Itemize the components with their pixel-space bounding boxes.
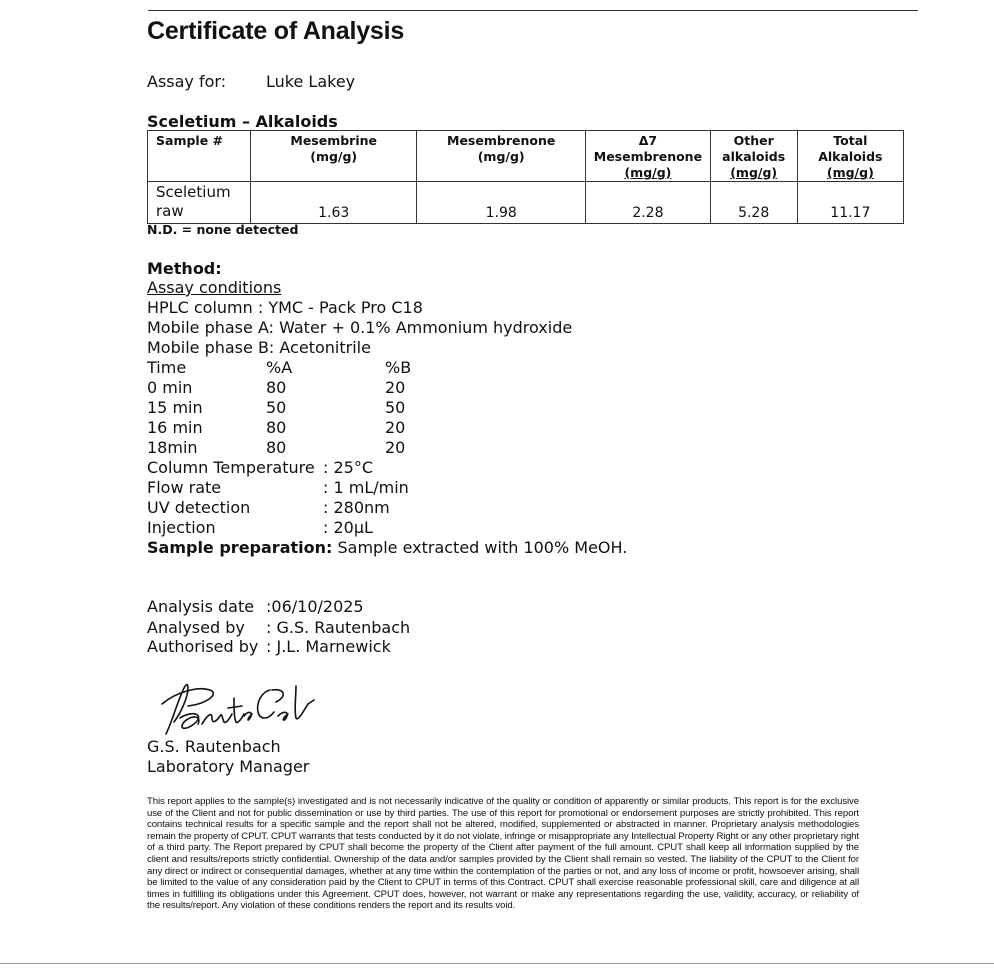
analysis-date-value: :06/10/2025 <box>266 597 364 616</box>
table-row <box>148 182 904 224</box>
authorised-by-value: : J.L. Marnewick <box>266 637 391 656</box>
assay-for-label: Assay for: <box>147 72 227 91</box>
disclaimer-text: This report applies to the sample(s) investigated and is not necessarily indicative of the quality or condition of apparently or similar products. This report is for the exclusive use of the Client and not for public dissemination or use by third parties. The use of this report for promotional or endorsement purposes are strictly prohibited. This report contains technical results for a specific sample and the report shall not be altered, modified, supplemented or abstracted in manner. Proprietary analysis methodologies remain the property of CPUT. CPUT warrants that tests conducted by it do not violate, infringe or misappropriate any Intellectual Property Right or any other proprietary right of a third party. The Report prepared by CPUT shall become the property of the Client after payment of the full amount. CPUT shall keep all information supplied by the client and results/reports strictly confidential. Ownership of the data and/or samples provided by the Client shall remain so vested. The liability of the CPUT to the Client for any direct or indirect or consequential damages, whether at any time within the contemplation of the parties or not, and any loss of income or profit, howsoever arising, shall be limited to the value of any consideration paid by the Client to CPUT in terms of this Contract. CPUT shall exercise reasonable professional skill, care and diligence at all times in fulfilling its obligations under this Agreement. CPUT does, however, not warrant or make any representations regarding the use, validity, accuracy, or reliability of the results/report. Any violation of these conditions renders the report and its results void. <box>147 796 859 912</box>
method-title: Method: <box>147 259 222 278</box>
gradient-b: 20 <box>385 378 406 397</box>
gradient-a: 50 <box>266 398 287 417</box>
gradient-time: 15 min <box>147 398 203 417</box>
gradient-b: 20 <box>385 418 406 437</box>
sample-preparation-label: Sample preparation: <box>147 538 333 557</box>
cell-total-alkaloids: 11.17 <box>797 182 903 224</box>
header-mesembrenone: Mesembrenone (mg/g) <box>417 131 586 182</box>
gradient-header-a: %A <box>266 358 293 377</box>
gradient-b: 50 <box>385 398 406 417</box>
gradient-b: 20 <box>385 438 406 457</box>
hplc-column: HPLC column : YMC - Pack Pro C18 <box>147 298 423 317</box>
gradient-time: 18min <box>147 438 198 457</box>
bottom-rule <box>0 963 994 964</box>
gradient-a: 80 <box>266 378 287 397</box>
analysed-by-value: : G.S. Rautenbach <box>266 618 411 637</box>
cell-mesembrenone: 1.98 <box>417 182 586 224</box>
flow-rate-value: : 1 mL/min <box>323 478 409 497</box>
gradient-time: 16 min <box>147 418 203 437</box>
gradient-time: 0 min <box>147 378 193 397</box>
cell-other-alkaloids: 5.28 <box>710 182 797 224</box>
sample-preparation <box>147 538 627 558</box>
assay-for-value: Luke Lakey <box>266 72 356 91</box>
injection-value: : 20µL <box>323 518 373 537</box>
cell-delta7-mesembrenone: 2.28 <box>586 182 710 224</box>
column-temperature-value: : 25°C <box>323 458 374 477</box>
gradient-header-b: %B <box>385 358 412 377</box>
analysed-by-label: Analysed by <box>147 618 245 637</box>
gradient-a: 80 <box>266 418 287 437</box>
page-title: Certificate of Analysis <box>147 17 405 45</box>
signatory-role: Laboratory Manager <box>147 757 310 776</box>
mobile-phase-a: Mobile phase A: Water + 0.1% Ammonium hydroxide <box>147 318 573 337</box>
signature-image <box>158 674 328 740</box>
gradient-a: 80 <box>266 438 287 457</box>
mobile-phase-b: Mobile phase B: Acetonitrile <box>147 338 371 357</box>
gradient-header-time: Time <box>147 358 187 377</box>
signatory-name: G.S. Rautenbach <box>147 737 281 756</box>
header-sample: Sample # <box>148 131 251 182</box>
sample-preparation-value: Sample extracted with 100% MeOH. <box>332 538 628 557</box>
header-delta7-mesembrenone: Δ7 Mesembrenone (mg/g) <box>586 131 710 182</box>
header-mesembrine: Mesembrine (mg/g) <box>251 131 417 182</box>
authorised-by-label: Authorised by <box>147 637 259 656</box>
analysis-date-label: Analysis date <box>147 597 255 616</box>
header-other-alkaloids: Other alkaloids (mg/g) <box>710 131 797 182</box>
uv-detection-label: UV detection <box>147 498 251 517</box>
results-table <box>147 130 904 224</box>
section-title: Sceletium – Alkaloids <box>147 112 338 131</box>
nd-note: N.D. = none detected <box>147 222 299 237</box>
assay-conditions-heading: Assay conditions <box>147 278 282 297</box>
top-rule <box>148 10 918 11</box>
uv-detection-value: : 280nm <box>323 498 390 517</box>
table-header-row <box>148 131 904 182</box>
cell-mesembrine: 1.63 <box>251 182 417 224</box>
header-total-alkaloids: Total Alkaloids (mg/g) <box>797 131 903 182</box>
column-temperature-label: Column Temperature <box>147 458 315 477</box>
cell-sample: Sceletium raw <box>148 182 251 224</box>
injection-label: Injection <box>147 518 216 537</box>
flow-rate-label: Flow rate <box>147 478 222 497</box>
